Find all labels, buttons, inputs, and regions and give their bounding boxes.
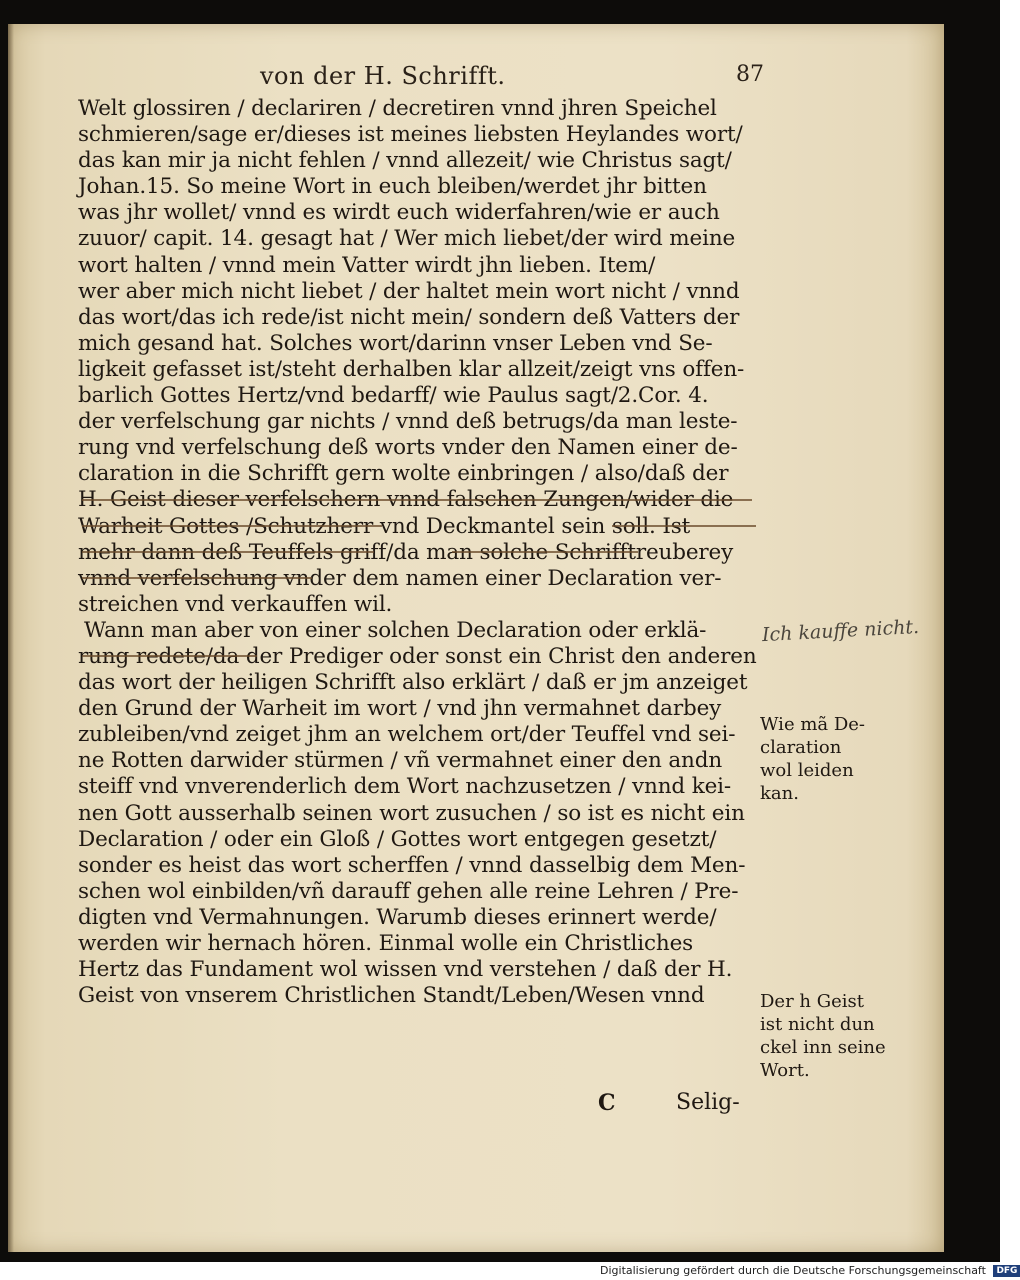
text-line: vnnd verfelschung vnder dem namen einer Declaration ver- [78,565,722,591]
text-line: zubleiben/vnd zeiget jhm an welchem ort/der Teuffel vnd sei- [78,722,736,748]
text-line: das wort/das ich rede/ist nicht mein/ sondern deß Vatters der [78,304,740,330]
text-line: das wort der heiligen Schrifft also erklärt / daß er jm anzeiget [78,670,748,696]
text-line: streichen vnd verkauffen wil. [78,591,393,617]
text-line: digten vnd Vermahnungen. Warumb dieses erinnert werde/ [78,904,717,930]
margin-note [760,990,886,1082]
text-line: wer aber mich nicht liebet / der haltet mein wort nicht / vnnd [78,278,740,304]
text-line: der verfelschung gar nichts / vnnd deß betrugs/da man leste- [78,409,738,435]
signature-row [598,1090,768,1118]
dfg-logo: DFG [993,1265,1020,1277]
ink-underline [452,551,638,553]
ink-underline [82,577,312,579]
text-line: wort halten / vnnd mein Vatter wirdt jhn lieben. Item/ [78,252,656,278]
text-line: zuuor/ capit. 14. gesagt hat / Wer mich liebet/der wird meine [78,226,736,252]
text-line: barlich Gottes Hertz/vnd bedarff/ wie Paulus sagt/2.Cor. 4. [78,383,709,409]
margin-note-line: ckel inn seine [760,1037,886,1058]
signature-mark: C [598,1090,616,1116]
text-line: Johan.15. So meine Wort in euch bleiben/werdet jhr bitten [78,174,707,200]
text-line: rung vnd verfelschung deß worts vnder den Namen einer de- [78,435,738,461]
text-line: den Grund der Warheit im wort / vnd jhn vermahnet darbey [78,696,722,722]
handwritten-annotation: Ich kauffe nicht. [761,615,920,647]
margin-note-line: ist nicht dun [760,1014,875,1035]
text-line: Hertz das Fundament wol wissen vnd verstehen / daß der H. [78,957,733,983]
ink-underline [82,499,752,501]
footer-text: Digitalisierung gefördert durch die Deutsche Forschungsgemeinschaft [600,1264,986,1277]
text-line: rung redete/da der Prediger oder sonst ein Christ den anderen [78,643,757,669]
text-line: mich gesand hat. Solches wort/darinn vnser Leben vnd Se- [78,330,713,356]
margin-note-line: wol leiden [760,760,854,781]
text-line: Welt glossiren / declariren / decretiren vnnd jhren Speichel [78,96,717,121]
margin-note-line: kan. [760,783,799,804]
margin-note-line: claration [760,737,842,758]
text-line: Geist von vnserem Christlichen Standt/Leben/Wesen vnnd [78,983,705,1009]
running-head: von der H. Schrifft. [260,62,506,90]
page-number: 87 [736,62,764,87]
text-line: Wann man aber von einer solchen Declaration oder erklä- [84,617,707,643]
text-line: ne Rotten darwider stürmen / vñ vermahnet einer den andn [78,748,723,774]
text-line: mehr dann deß Teuffels griff/da man solche Schrifftreuberey [78,539,734,565]
text-line: Declaration / oder ein Gloß / Gottes wort entgegen gesetzt/ [78,826,717,852]
text-line: schmieren/sage er/dieses ist meines liebsten Heylandes wort/ [78,122,743,148]
margin-note-line: Wie mã De- [760,714,866,735]
text-line: was jhr wollet/ vnnd es wirdt euch widerfahren/wie er auch [78,200,720,226]
text-line: H. Geist dieser verfelschern vnnd falschen Zungen/wider die [78,487,734,513]
catchword: Selig- [676,1090,740,1115]
ink-underline [612,525,756,527]
text-line: werden wir hernach hören. Einmal wolle ein Christliches [78,931,694,956]
text-line: claration in die Schrifft gern wolte einbringen / also/daß der [78,461,729,487]
ink-underline [82,551,374,553]
text-line: steiff vnd vnverenderlich dem Wort nachzusetzen / vnnd kei- [78,774,732,800]
text-line: das kan mir ja nicht fehlen / vnnd allezeit/ wie Christus sagt/ [78,148,732,174]
footer-credit [600,1264,1018,1280]
text-line: sonder es heist das wort scherffen / vnnd dasselbig dem Men- [78,852,746,878]
text-line: nen Gott ausserhalb seinen wort zusuchen / so ist es nicht ein [78,800,745,826]
margin-note [760,713,865,805]
margin-note-line: Wort. [760,1060,810,1081]
ink-underline [82,655,257,657]
text-line: schen wol einbilden/vñ darauff gehen alle reine Lehren / Pre- [78,878,739,904]
text-line: ligkeit gefasset ist/steht derhalben klar allzeit/zeigt vns offen- [78,356,745,382]
text-line: Warheit Gottes /Schutzherr vnd Deckmantel sein soll. Ist [78,513,691,539]
margin-note-line: Der h Geist [760,991,864,1012]
ink-underline [82,525,382,527]
